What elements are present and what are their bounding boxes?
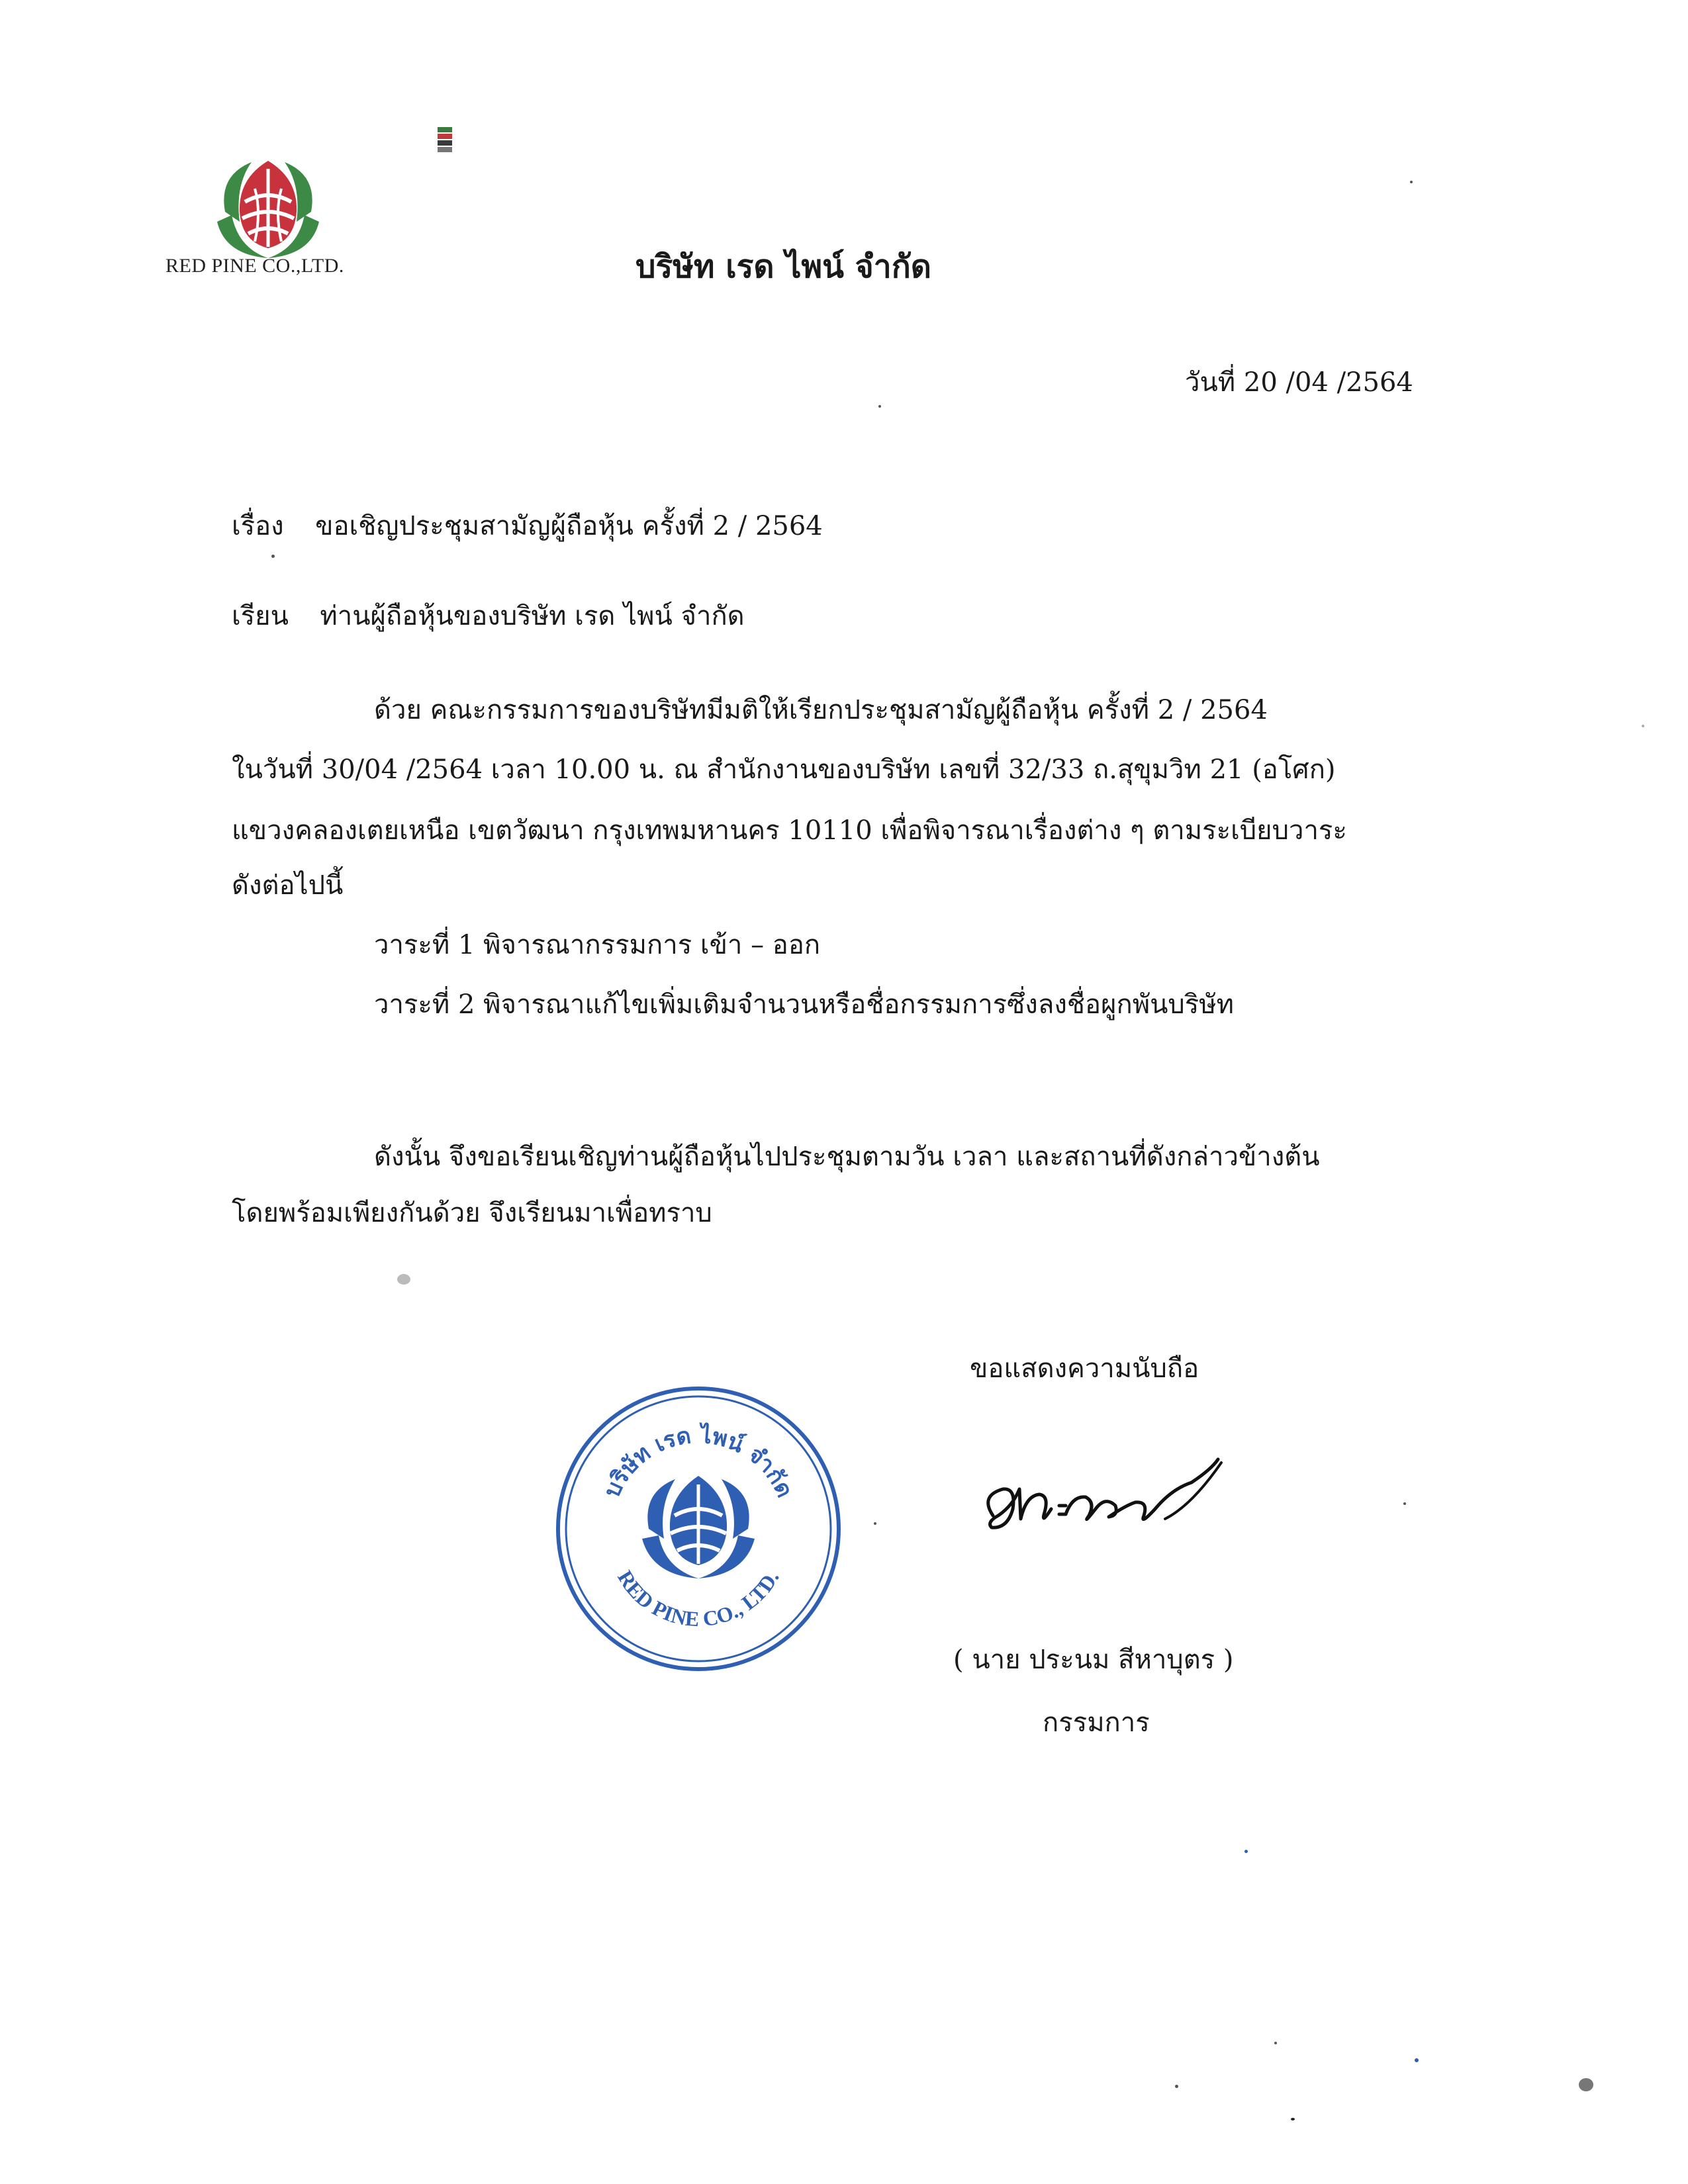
closing-line: โดยพร้อมเพียงกันด้วย จึงเรียนมาเพื่อทราบ xyxy=(232,1198,712,1228)
company-title: บริษัท เรด ไพน์ จำกัด xyxy=(635,248,931,285)
scan-speck xyxy=(874,1522,876,1525)
scan-speck xyxy=(1579,2078,1593,2091)
scan-speck xyxy=(878,405,881,408)
signer-title: กรรมการ xyxy=(1043,1707,1150,1738)
svg-text:บริษัท เรด ไพน์ จำกัด: บริษัท เรด ไพน์ จำกัด xyxy=(598,1422,798,1502)
recipient-text: ท่านผู้ถือหุ้นของบริษัท เรด ไพน์ จำกัด xyxy=(320,601,745,631)
logo-caption: RED PINE CO.,LTD. xyxy=(165,255,344,277)
signature-icon xyxy=(966,1443,1271,1555)
agenda-item: วาระที่ 2 พิจารณาแก้ไขเพิ่มเติมจำนวนหรือชื่อกรรมการซึ่งลงชื่อผูกพันบริษัท xyxy=(374,989,1235,1020)
body-line: ดังต่อไปนี้ xyxy=(232,870,344,901)
scan-speck xyxy=(397,1274,410,1285)
scan-speck xyxy=(1291,2118,1295,2120)
agenda-item: วาระที่ 1 พิจารณากรรมการ เข้า – ออก xyxy=(374,930,821,960)
body-line: ในวันที่ 30/04 /2564 เวลา 10.00 น. ณ สำนักงานของบริษัท เลขที่ 32/33 ถ.สุขุมวิท 21 (อโศก) xyxy=(232,754,1336,785)
subject-label: เรื่อง xyxy=(232,511,284,541)
pine-cone-logo-icon xyxy=(199,149,338,268)
company-logo xyxy=(199,149,338,268)
closing-line: ดังนั้น จึงขอเรียนเชิญท่านผู้ถือหุ้นไปประชุมตามวัน เวลา และสถานที่ดังกล่าวข้างต้น xyxy=(374,1142,1320,1172)
subject-text: ขอเชิญประชุมสามัญผู้ถือหุ้น ครั้งที่ 2 / 2564 xyxy=(315,511,823,541)
scan-speck xyxy=(1244,1850,1248,1853)
body-line: แขวงคลองเตยเหนือ เขตวัฒนา กรุงเทพมหานคร 10110 เพื่อพิจารณาเรื่องต่าง ๆ ตามระเบียบวาระ xyxy=(232,815,1347,846)
scan-speck xyxy=(271,555,275,558)
company-stamp xyxy=(549,1380,847,1678)
scan-speck xyxy=(1403,1502,1406,1505)
recipient-line xyxy=(232,594,745,637)
body-line: ด้วย คณะกรรมการของบริษัทมีมติให้เรียกประชุมสามัญผู้ถือหุ้น ครั้งที่ 2 / 2564 xyxy=(374,695,1268,725)
scan-speck xyxy=(1410,181,1413,183)
letter-date: วันที่ 20 /04 /2564 xyxy=(1185,367,1413,398)
handwritten-signature xyxy=(966,1443,1271,1555)
scan-speck xyxy=(1642,725,1644,727)
scan-speck xyxy=(1415,2058,1419,2062)
stamp-seal-icon xyxy=(549,1380,847,1678)
recipient-label: เรียน xyxy=(232,601,289,631)
scan-speck xyxy=(1175,2085,1178,2088)
subject-line xyxy=(232,504,823,547)
scan-speck xyxy=(1274,2042,1277,2044)
svg-text:RED PINE CO., LTD.: RED PINE CO., LTD. xyxy=(613,1566,784,1631)
regards-text: ขอแสดงความนับถือ xyxy=(970,1353,1199,1384)
color-mark-icon xyxy=(438,127,452,154)
signer-name: ( นาย ประนม สีหาบุตร ) xyxy=(953,1645,1234,1675)
